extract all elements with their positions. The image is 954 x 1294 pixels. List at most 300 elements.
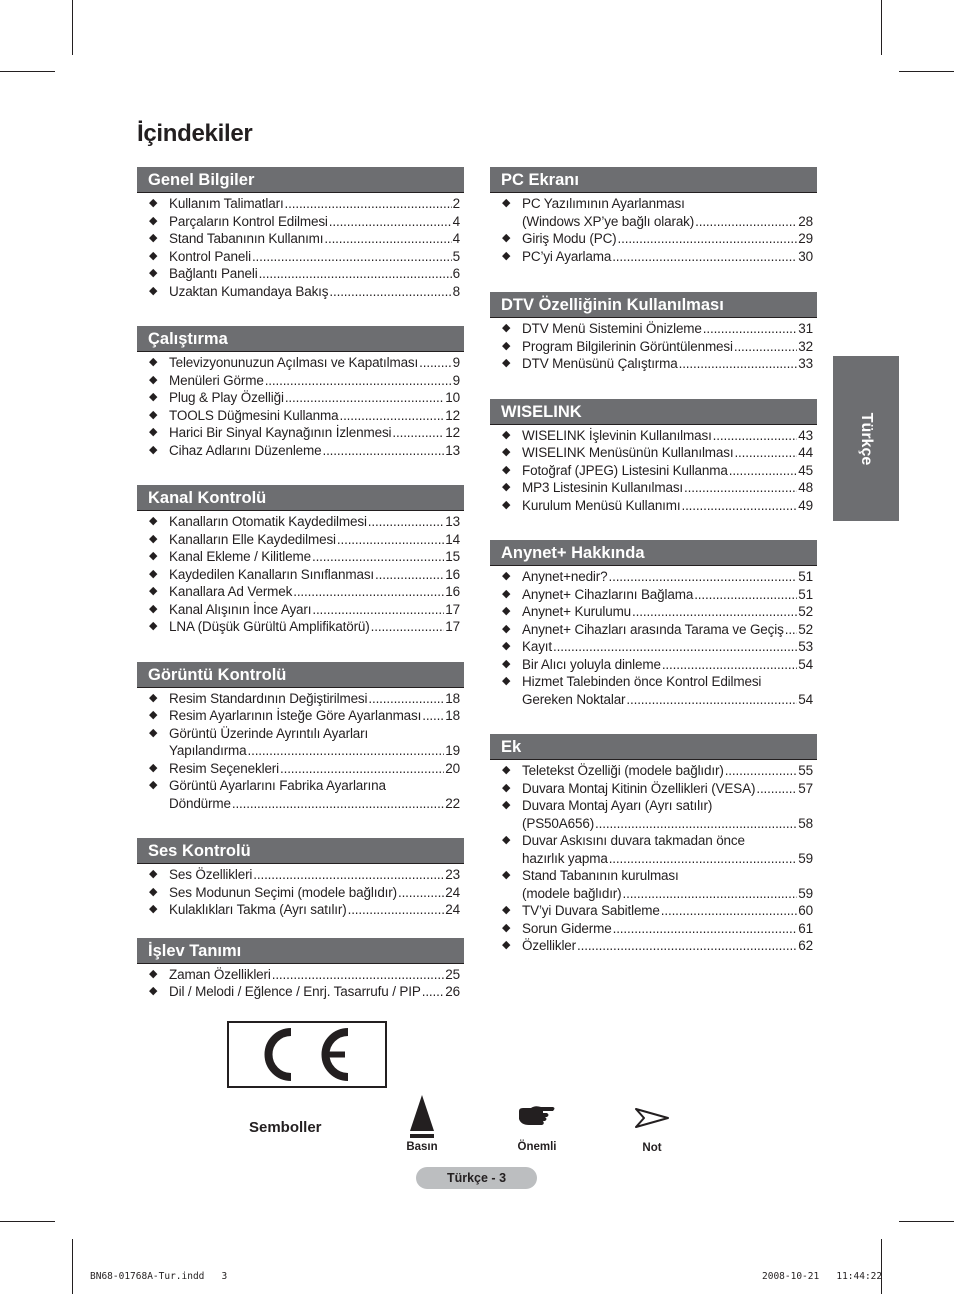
- toc-entry[interactable]: [137, 583, 464, 601]
- toc-entry-page-number: 33: [798, 356, 813, 371]
- section-heading: Genel Bilgiler: [137, 167, 464, 193]
- toc-entry[interactable]: [137, 760, 464, 778]
- toc-entry-label: Döndürme: [169, 795, 231, 811]
- toc-entry[interactable]: [490, 320, 817, 338]
- toc-entry-label: Kayıt: [522, 639, 553, 654]
- language-tab-label: Türkçe: [858, 412, 875, 465]
- toc-entry-row: [169, 742, 460, 760]
- toc-entry[interactable]: [137, 213, 464, 231]
- page-number-badge: Türkçe - 3: [416, 1167, 537, 1189]
- toc-entry-label: Ses Özellikleri: [169, 867, 253, 882]
- toc-list: [490, 568, 817, 708]
- toc-section: [137, 167, 464, 300]
- toc-entry[interactable]: [137, 531, 464, 549]
- toc-entry[interactable]: [490, 462, 817, 480]
- toc-entry-label: DTV Menüsünü Çalıştırma: [522, 356, 678, 371]
- toc-entry-row: [522, 850, 813, 868]
- toc-entry[interactable]: [490, 586, 817, 604]
- diamond-bullet-icon: ◆: [502, 640, 511, 652]
- toc-entry[interactable]: [137, 265, 464, 283]
- diamond-bullet-icon: ◆: [149, 691, 158, 704]
- dot-leader: [312, 548, 444, 566]
- toc-entry[interactable]: [490, 797, 817, 832]
- toc-entry-row: [522, 497, 813, 515]
- toc-entry[interactable]: [490, 673, 817, 708]
- toc-entry-page-number: 28: [798, 213, 813, 229]
- toc-entry-row: [169, 707, 460, 725]
- toc-entry[interactable]: [137, 618, 464, 636]
- toc-entry-label: Fotoğraf (JPEG) Listesini Kullanma: [522, 462, 728, 478]
- toc-entry-page-number: 59: [798, 850, 813, 866]
- toc-entry-label: Anynet+ Cihazlarını Bağlama: [522, 586, 694, 602]
- dot-leader: [293, 583, 444, 601]
- toc-section: [137, 938, 464, 1001]
- toc-entry-page-number: 29: [798, 231, 813, 246]
- toc-entry-row: [522, 780, 813, 798]
- crop-mark: [72, 1239, 73, 1294]
- toc-entry-row: [169, 884, 460, 902]
- toc-entry[interactable]: [137, 195, 464, 213]
- toc-entry[interactable]: [490, 762, 817, 780]
- dot-leader: [729, 462, 798, 480]
- diamond-bullet-icon: ◆: [149, 214, 158, 227]
- toc-column-right: [490, 167, 817, 955]
- toc-entry-label: Kanalların Otomatik Kaydedilmesi: [169, 514, 367, 529]
- toc-list: [490, 320, 817, 373]
- toc-entry[interactable]: [137, 966, 464, 984]
- ce-mark-icon: [229, 1023, 385, 1086]
- dot-leader: [232, 795, 444, 813]
- symbol-press: [398, 1095, 446, 1153]
- dot-leader: [612, 248, 797, 266]
- diamond-bullet-icon: ◆: [149, 284, 158, 297]
- diamond-bullet-icon: ◆: [502, 834, 511, 846]
- symbol-press-caption: Basın: [406, 1141, 438, 1153]
- toc-list: [137, 354, 464, 459]
- section-heading: DTV Özelliğinin Kullanılması: [490, 292, 817, 318]
- toc-entry[interactable]: [490, 338, 817, 356]
- diamond-bullet-icon: ◆: [149, 885, 158, 898]
- toc-entry-label-line: Hizmet Talebinden önce Kontrol Edilmesi: [522, 674, 762, 689]
- toc-entry[interactable]: [490, 568, 817, 586]
- section-heading: Anynet+ Hakkında: [490, 540, 817, 566]
- symbol-important: [508, 1103, 566, 1153]
- toc-entry-page-number: 51: [798, 569, 813, 584]
- diamond-bullet-icon: ◆: [149, 761, 158, 774]
- dot-leader: [419, 354, 452, 372]
- diamond-bullet-icon: ◆: [502, 622, 511, 635]
- diamond-bullet-icon: ◆: [502, 764, 511, 776]
- toc-entry-label: Kanallara Ad Vermek: [169, 584, 293, 599]
- toc-entry-row: [522, 920, 813, 938]
- toc-entry-label: Resim Standardının Değiştirilmesi: [169, 690, 368, 706]
- toc-entry-page-number: 55: [798, 763, 813, 778]
- dot-leader: [679, 355, 798, 373]
- toc-entry-label: Özellikler: [522, 938, 577, 953]
- toc-entry[interactable]: [490, 832, 817, 867]
- toc-entry-page-number: 20: [445, 760, 460, 776]
- toc-entry-row: [169, 513, 460, 531]
- toc-section: [137, 326, 464, 459]
- toc-entry[interactable]: [490, 780, 817, 798]
- diamond-bullet-icon: ◆: [149, 197, 158, 209]
- dot-leader: [609, 568, 798, 586]
- toc-entry-row: [522, 902, 813, 920]
- toc-entry-label: Gereken Noktalar: [522, 691, 626, 707]
- toc-entry[interactable]: [137, 372, 464, 390]
- diamond-bullet-icon: ◆: [149, 567, 158, 580]
- toc-list: [490, 762, 817, 955]
- toc-entry-page-number: 52: [798, 604, 813, 619]
- toc-section: [490, 734, 817, 955]
- toc-entry-page-number: 12: [445, 425, 460, 440]
- diamond-bullet-icon: ◆: [149, 709, 158, 721]
- diamond-bullet-icon: ◆: [149, 726, 158, 739]
- diamond-bullet-icon: ◆: [149, 515, 158, 527]
- toc-entry-row: [169, 407, 460, 425]
- toc-entry[interactable]: [490, 937, 817, 955]
- toc-entry-row: [522, 691, 813, 709]
- toc-entry[interactable]: [137, 407, 464, 425]
- dot-leader: [553, 638, 797, 656]
- diamond-bullet-icon: ◆: [502, 570, 511, 582]
- toc-list: [137, 966, 464, 1001]
- toc-entry-row: [522, 444, 813, 462]
- toc-entry-page-number: 17: [445, 619, 460, 634]
- section-heading: Ses Kontrolü: [137, 838, 464, 864]
- toc-entry-page-number: 22: [445, 795, 460, 811]
- diamond-bullet-icon: ◆: [149, 532, 158, 545]
- toc-entry-label: Zaman Özellikleri: [169, 966, 271, 982]
- print-slug-timestamp: 2008-10-21 11:44:22: [762, 1271, 883, 1282]
- toc-entry-page-number: 15: [445, 549, 460, 564]
- toc-entry-label: Kaydedilen Kanalların Sınıflanması: [169, 566, 375, 582]
- toc-entry-row: [169, 265, 460, 283]
- dot-leader: [618, 230, 798, 248]
- toc-entry[interactable]: [490, 638, 817, 656]
- diamond-bullet-icon: ◆: [502, 197, 511, 209]
- diamond-bullet-icon: ◆: [149, 356, 158, 368]
- toc-section: [490, 540, 817, 708]
- dot-leader: [577, 937, 797, 955]
- toc-entry-page-number: 54: [798, 691, 813, 707]
- toc-entry-page-number: 5: [452, 248, 460, 264]
- toc-entry[interactable]: [137, 983, 464, 1001]
- toc-entry-page-number: 49: [798, 497, 813, 513]
- toc-entry[interactable]: [137, 866, 464, 884]
- dot-leader: [272, 966, 445, 984]
- dot-leader: [322, 442, 444, 460]
- toc-entry-row: [169, 795, 460, 813]
- diamond-bullet-icon: ◆: [149, 249, 158, 262]
- toc-entry-page-number: 52: [798, 621, 813, 637]
- toc-entry-page-number: 17: [445, 601, 460, 617]
- toc-entry-row: [522, 815, 813, 833]
- dot-leader: [348, 901, 445, 919]
- toc-entry-label: Anynet+ Cihazları arasında Tarama ve Geçiş: [522, 621, 784, 637]
- toc-entry-page-number: 19: [445, 743, 460, 758]
- toc-entry-row: [522, 230, 813, 248]
- crop-mark: [72, 0, 73, 55]
- toc-entry-page-number: 10: [445, 390, 460, 405]
- ce-mark-box: [227, 1021, 387, 1088]
- dot-leader: [253, 866, 444, 884]
- toc-entry[interactable]: [137, 601, 464, 619]
- toc-section: [137, 662, 464, 813]
- toc-entry-label: (PS50A656): [522, 815, 595, 831]
- toc-entry-page-number: 25: [445, 966, 460, 982]
- dot-leader: [422, 983, 445, 1001]
- toc-entry-label: (Windows XP’ye bağlı olarak): [522, 213, 695, 229]
- section-heading: İşlev Tanımı: [137, 938, 464, 964]
- toc-entry-row: [169, 901, 460, 919]
- toc-entry-label: Kullanım Talimatları: [169, 196, 284, 211]
- dot-leader: [609, 850, 798, 868]
- toc-entry-label: Sorun Giderme: [522, 920, 612, 936]
- toc-entry-page-number: 4: [452, 231, 460, 246]
- toc-entry-row: [169, 983, 460, 1001]
- diamond-bullet-icon: ◆: [502, 357, 511, 369]
- toc-entry-label: Televizyonunuzun Açılması ve Kapatılması: [169, 355, 419, 370]
- section-heading: Görüntü Kontrolü: [137, 662, 464, 688]
- diamond-bullet-icon: ◆: [502, 587, 511, 600]
- diamond-bullet-icon: ◆: [149, 903, 158, 915]
- toc-entry[interactable]: [137, 442, 464, 460]
- dot-leader: [337, 531, 444, 549]
- diamond-bullet-icon: ◆: [502, 781, 511, 794]
- toc-entry-label-line: PC Yazılımının Ayarlanması: [522, 196, 685, 211]
- toc-entry-page-number: 57: [798, 780, 813, 796]
- toc-entry[interactable]: [490, 355, 817, 373]
- toc-entry-row: [169, 548, 460, 566]
- toc-entry-row: [522, 762, 813, 780]
- toc-entry-page-number: 31: [798, 321, 813, 336]
- diamond-bullet-icon: ◆: [149, 550, 158, 562]
- toc-entry-row: [522, 338, 813, 356]
- toc-entry-row: [169, 248, 460, 266]
- toc-entry-row: [522, 638, 813, 656]
- toc-entry-label: Resim Seçenekleri: [169, 760, 279, 776]
- toc-entry-page-number: 54: [798, 656, 813, 672]
- dot-leader: [392, 424, 444, 442]
- toc-entry[interactable]: [490, 621, 817, 639]
- toc-entry[interactable]: [137, 389, 464, 407]
- dot-leader: [248, 742, 445, 760]
- crop-mark: [881, 1239, 882, 1294]
- dot-leader: [734, 444, 797, 462]
- diamond-bullet-icon: ◆: [149, 868, 158, 880]
- toc-entry-page-number: 23: [445, 867, 460, 882]
- toc-entry-label: Kanal Alışının İnce Ayarı: [169, 601, 312, 617]
- dot-leader: [713, 427, 798, 445]
- toc-entry-row: [522, 248, 813, 266]
- dot-leader: [661, 902, 798, 920]
- toc-entry[interactable]: [490, 479, 817, 497]
- toc-section: [490, 399, 817, 515]
- toc-entry[interactable]: [137, 901, 464, 919]
- toc-entry-page-number: 60: [798, 903, 813, 918]
- toc-entry-page-number: 9: [452, 355, 460, 370]
- symbol-note: [626, 1106, 678, 1154]
- toc-list: [137, 195, 464, 300]
- diamond-bullet-icon: ◆: [502, 322, 511, 334]
- dot-leader: [312, 601, 444, 619]
- toc-entry[interactable]: [490, 656, 817, 674]
- print-slug-file: BN68-01768A-Tur.indd 3: [90, 1271, 228, 1282]
- arrow-note-icon: [634, 1106, 670, 1130]
- toc-entry-label: TOOLS Düğmesini Kullanma: [169, 407, 339, 423]
- dot-leader: [694, 586, 797, 604]
- toc-entry-label: Kurulum Menüsü Kullanımı: [522, 497, 681, 513]
- dot-leader: [339, 407, 444, 425]
- toc-entry[interactable]: [137, 548, 464, 566]
- toc-entry-row: [169, 618, 460, 636]
- toc-entry[interactable]: [137, 248, 464, 266]
- toc-column-left: [137, 167, 464, 1001]
- diamond-bullet-icon: ◆: [502, 232, 511, 244]
- diamond-bullet-icon: ◆: [149, 779, 158, 791]
- dot-leader: [681, 497, 797, 515]
- toc-entry-label: MP3 Listesinin Kullanılması: [522, 480, 684, 495]
- toc-entry[interactable]: [137, 566, 464, 584]
- toc-entry-label: Kontrol Paneli: [169, 248, 251, 264]
- toc-entry[interactable]: [490, 248, 817, 266]
- language-tab[interactable]: [833, 356, 899, 521]
- toc-list: [137, 513, 464, 636]
- dot-leader: [632, 603, 797, 621]
- toc-entry-page-number: 18: [445, 690, 460, 706]
- crop-mark: [881, 0, 882, 55]
- toc-entry[interactable]: [490, 867, 817, 902]
- toc-entry[interactable]: [137, 354, 464, 372]
- diamond-bullet-icon: ◆: [149, 232, 158, 244]
- toc-entry[interactable]: [490, 195, 817, 230]
- toc-entry-label: Anynet+nedir?: [522, 569, 608, 584]
- toc-entry-row: [522, 479, 813, 497]
- toc-entry[interactable]: [490, 902, 817, 920]
- dot-leader: [280, 760, 444, 778]
- toc-entry-label: PC’yi Ayarlama: [522, 248, 612, 264]
- toc-entry-page-number: 4: [452, 213, 460, 229]
- diamond-bullet-icon: ◆: [502, 799, 511, 811]
- toc-section: [490, 292, 817, 373]
- toc-entry-label: TV’yi Duvara Sabitleme: [522, 903, 660, 918]
- toc-entry[interactable]: [137, 725, 464, 760]
- toc-entry-page-number: 32: [798, 338, 813, 354]
- toc-entry-row: [522, 937, 813, 955]
- toc-entry[interactable]: [137, 777, 464, 812]
- toc-entry[interactable]: [137, 690, 464, 708]
- toc-entry-row: [169, 566, 460, 584]
- toc-entry[interactable]: [137, 884, 464, 902]
- diamond-bullet-icon: ◆: [502, 428, 511, 441]
- toc-entry-row: [169, 442, 460, 460]
- diamond-bullet-icon: ◆: [502, 869, 511, 881]
- toc-entry-page-number: 16: [445, 566, 460, 582]
- crop-mark: [899, 71, 954, 72]
- toc-entry-page-number: 45: [798, 462, 813, 478]
- toc-entry-page-number: 18: [445, 708, 460, 723]
- toc-entry-page-number: 16: [445, 584, 460, 599]
- toc-entry[interactable]: [137, 283, 464, 301]
- toc-entry-label-line: Stand Tabanının kurulması: [522, 868, 679, 883]
- dot-leader: [329, 283, 451, 301]
- page-title: İçindekiler: [137, 120, 253, 147]
- toc-entry-page-number: 43: [798, 427, 813, 443]
- diamond-bullet-icon: ◆: [149, 373, 158, 386]
- toc-entry-label: (modele bağlıdır): [522, 885, 622, 901]
- toc-entry-label: Cihaz Adlarını Düzenleme: [169, 442, 322, 458]
- dot-leader: [329, 213, 452, 231]
- toc-entry-label: Kanal Ekleme / Kilitleme: [169, 549, 311, 564]
- toc-entry[interactable]: [490, 444, 817, 462]
- dot-leader: [756, 780, 797, 798]
- toc-entry-row: [522, 213, 813, 231]
- toc-entry-row: [169, 601, 460, 619]
- toc-entry-row: [522, 586, 813, 604]
- dot-leader: [734, 338, 797, 356]
- toc-entry-page-number: 13: [445, 442, 460, 458]
- toc-entry-row: [169, 354, 460, 372]
- toc-entry[interactable]: [137, 513, 464, 531]
- dot-leader: [695, 213, 797, 231]
- toc-entry-label: Ses Modunun Seçimi (modele bağlıdır): [169, 884, 397, 900]
- toc-entry-row: [522, 568, 813, 586]
- toc-entry-page-number: 2: [452, 196, 460, 211]
- dot-leader: [398, 884, 444, 902]
- toc-entry[interactable]: [490, 497, 817, 515]
- diamond-bullet-icon: ◆: [149, 620, 158, 632]
- diamond-bullet-icon: ◆: [149, 585, 158, 597]
- diamond-bullet-icon: ◆: [502, 904, 511, 916]
- section-heading: Kanal Kontrolü: [137, 485, 464, 511]
- toc-entry-label-line: Görüntü Ayarlarını Fabrika Ayarlarına: [169, 778, 386, 793]
- toc-entry-label-line: Görüntü Üzerinde Ayrıntılı Ayarları: [169, 725, 369, 741]
- toc-entry-row: [169, 213, 460, 231]
- section-heading: PC Ekranı: [490, 167, 817, 193]
- toc-entry[interactable]: [490, 427, 817, 445]
- toc-entry[interactable]: [490, 920, 817, 938]
- dot-leader: [368, 513, 444, 531]
- dot-leader: [684, 479, 797, 497]
- toc-entry-label-line: Duvar Askısını duvara takmadan önce: [522, 833, 745, 848]
- toc-entry-label: WISELINK İşlevinin Kullanılması: [522, 427, 712, 443]
- toc-entry-label: WISELINK Menüsünün Kullanılması: [522, 445, 734, 460]
- dot-leader: [285, 389, 444, 407]
- toc-entry[interactable]: [490, 230, 817, 248]
- toc-entry-label: Teletekst Özelliği (modele bağlıdır): [522, 763, 724, 778]
- toc-entry[interactable]: [490, 603, 817, 621]
- toc-entry-row: [522, 462, 813, 480]
- toc-entry-row: [169, 866, 460, 884]
- toc-entry-row: [522, 355, 813, 373]
- dot-leader: [703, 320, 798, 338]
- toc-entry[interactable]: [137, 707, 464, 725]
- toc-list: [490, 427, 817, 515]
- toc-entry[interactable]: [137, 424, 464, 442]
- toc-entry-label: LNA (Düşük Gürültü Amplifikatörü): [169, 619, 370, 634]
- toc-entry-label: DTV Menü Sistemini Önizleme: [522, 321, 702, 336]
- toc-entry-label: Kulaklıkları Takma (Ayrı satılır): [169, 902, 347, 917]
- toc-entry-row: [169, 372, 460, 390]
- toc-entry-label: Bağlantı Paneli: [169, 266, 258, 281]
- dot-leader: [626, 691, 797, 709]
- toc-entry[interactable]: [137, 230, 464, 248]
- toc-entry-label: Yapılandırma: [169, 743, 247, 758]
- toc-entry-page-number: 44: [798, 445, 813, 460]
- toc-entry-page-number: 62: [798, 938, 813, 953]
- diamond-bullet-icon: ◆: [149, 408, 158, 421]
